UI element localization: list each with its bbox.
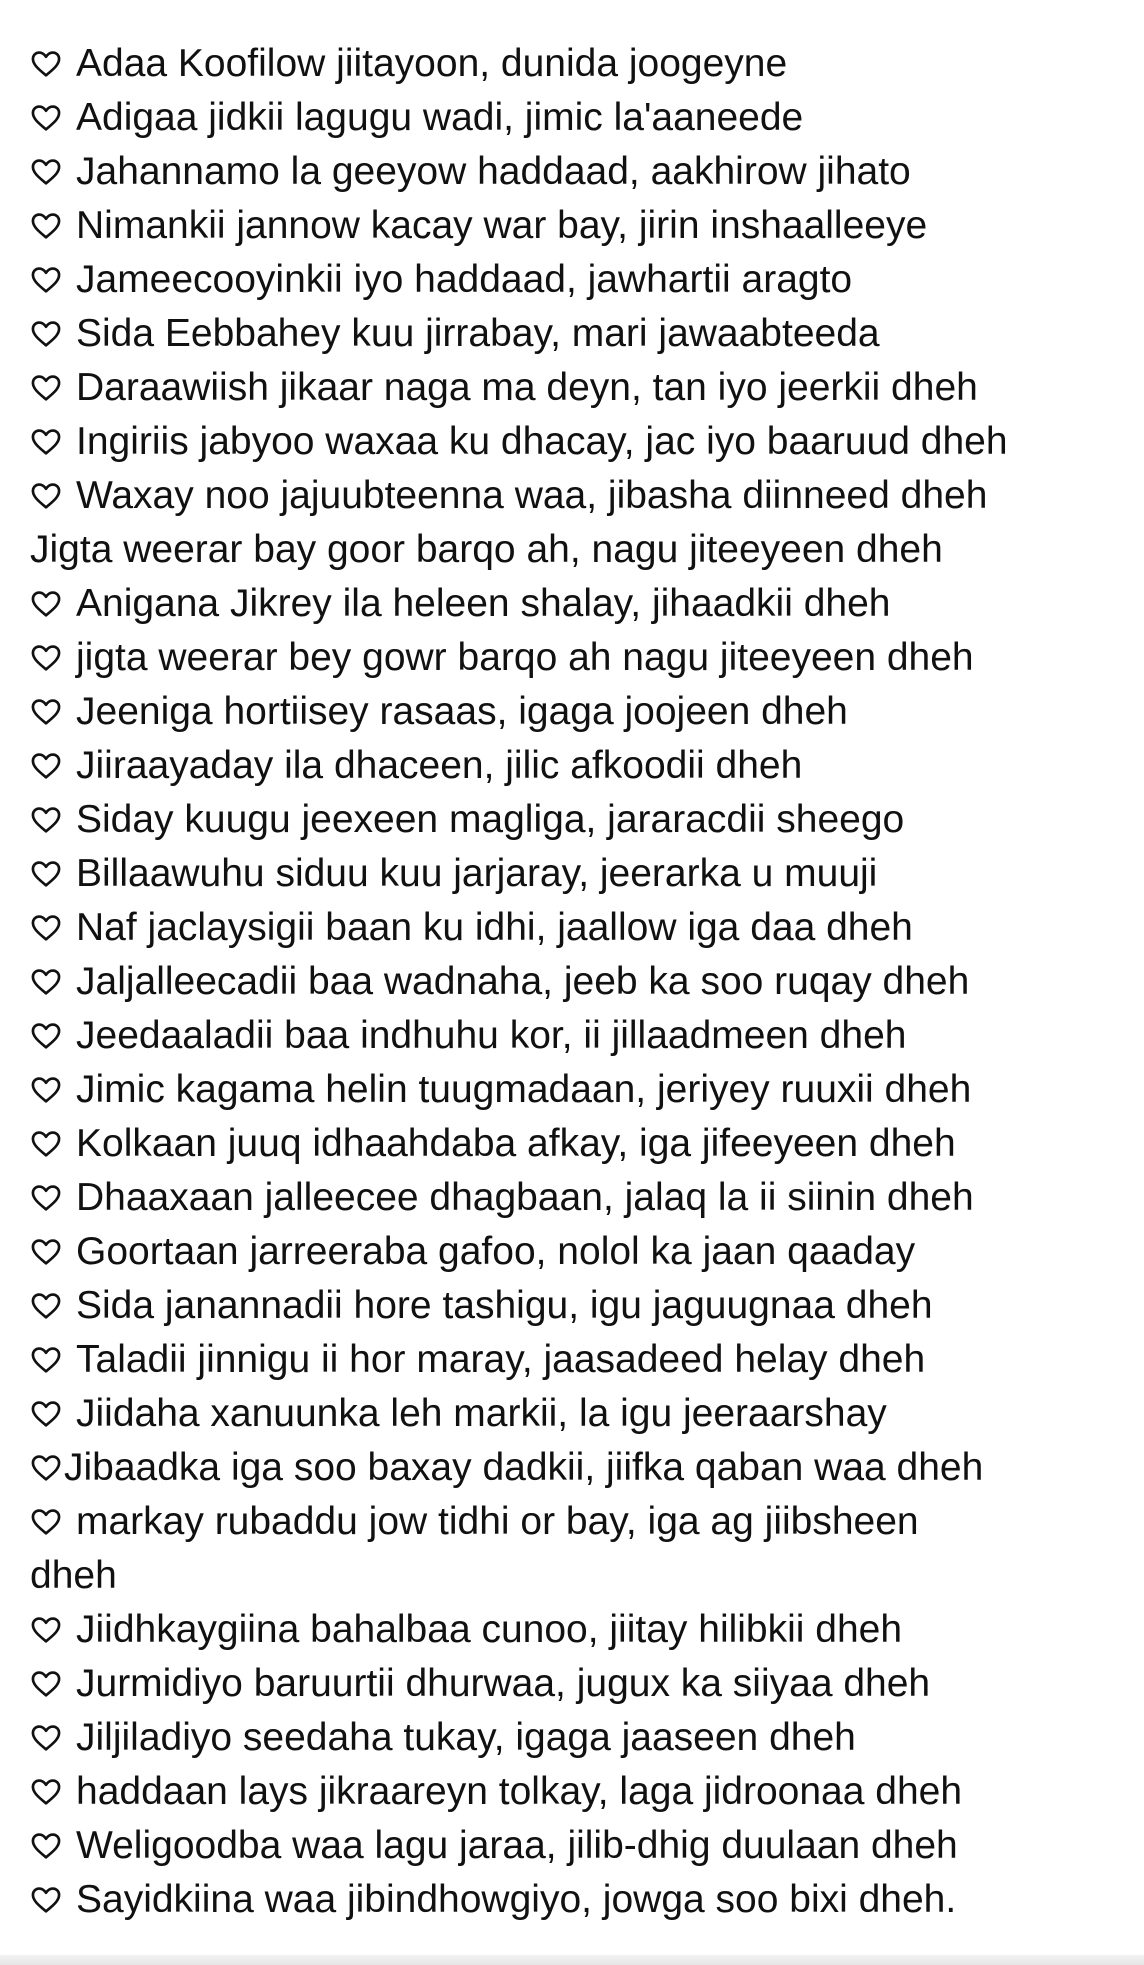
poem-line-text: Kolkaan juuq idhaahdaba afkay, iga jifeeyeen dheh [76, 1122, 956, 1165]
poem-line-text: Jiiraayaday ila dhaceen, jilic afkoodii dheh [76, 744, 803, 787]
heart-outline-icon [30, 588, 62, 620]
poem-line [30, 1333, 1130, 1387]
heart-outline-icon [30, 1290, 62, 1322]
poem-line-text: Jibaadka iga soo baxay dadkii, jiifka qaban waa dheh [64, 1446, 984, 1489]
poem-line [30, 91, 1130, 145]
poem-line-text: Goortaan jarreeraba gafoo, nolol ka jaan qaaday [76, 1230, 916, 1273]
poem-line [30, 793, 1130, 847]
heart-outline-icon [30, 210, 62, 242]
poem-line-text: Sida janannadii hore tashigu, igu jaguugnaa dheh [76, 1284, 933, 1327]
heart-outline-icon [30, 1236, 62, 1268]
poem-line [30, 1765, 1130, 1819]
poem-line [30, 469, 1130, 523]
poem-line-text: Naf jaclaysigii baan ku idhi, jaallow iga daa dheh [76, 906, 913, 949]
heart-outline-icon [30, 858, 62, 890]
heart-outline-icon [30, 264, 62, 296]
poem-line-text: dheh [30, 1554, 117, 1597]
heart-outline-icon [30, 642, 62, 674]
heart-outline-icon [30, 156, 62, 188]
poem-line-text: Waxay noo jajuubteenna waa, jibasha diinneed dheh [76, 474, 988, 517]
poem-line [30, 145, 1130, 199]
poem-line [30, 847, 1130, 901]
heart-outline-icon [30, 1776, 62, 1808]
poem-line [30, 307, 1130, 361]
heart-outline-icon [30, 1830, 62, 1862]
poem-line-text: Weligoodba waa lagu jaraa, jilib-dhig duulaan dheh [76, 1824, 958, 1867]
poem-line [30, 901, 1130, 955]
poem-line-text: Jurmidiyo baruurtii dhurwaa, jugux ka siiyaa dheh [76, 1662, 931, 1705]
poem-line [30, 523, 1130, 577]
heart-outline-icon [30, 1452, 62, 1484]
poem-line-text: Jiidhkaygiina bahalbaa cunoo, jiitay hilibkii dheh [76, 1608, 903, 1651]
poem-line-text: markay rubaddu jow tidhi or bay, iga ag jiibsheen [76, 1500, 919, 1543]
poem-line-text: Daraawiish jikaar naga ma deyn, tan iyo jeerkii dheh [76, 366, 978, 409]
poem-line [30, 739, 1130, 793]
poem-text [30, 37, 1130, 1927]
poem-line [30, 1063, 1130, 1117]
poem-line-text: Adigaa jidkii lagugu wadi, jimic la'aaneede [76, 96, 804, 139]
poem-line [30, 1225, 1130, 1279]
poem-line [30, 1549, 1130, 1603]
poem-line-text: Adaa Koofilow jiitayoon, dunida joogeyne [76, 42, 788, 85]
poem-line [30, 1819, 1130, 1873]
heart-outline-icon [30, 1074, 62, 1106]
poem-line-text: Jiljiladiyo seedaha tukay, igaga jaaseen dheh [76, 1716, 856, 1759]
heart-outline-icon [30, 1182, 62, 1214]
poem-line-text: jigta weerar bey gowr barqo ah nagu jiteeyeen dheh [76, 636, 974, 679]
poem-line [30, 1387, 1130, 1441]
heart-outline-icon [30, 1668, 62, 1700]
heart-outline-icon [30, 102, 62, 134]
poem-line [30, 1873, 1130, 1927]
poem-line-text: Nimankii jannow kacay war bay, jirin inshaalleeye [76, 204, 928, 247]
heart-outline-icon [30, 426, 62, 458]
poem-line [30, 1495, 1130, 1549]
heart-outline-icon [30, 1128, 62, 1160]
heart-outline-icon [30, 750, 62, 782]
heart-outline-icon [30, 1398, 62, 1430]
poem-line [30, 631, 1130, 685]
heart-outline-icon [30, 48, 62, 80]
poem-line [30, 577, 1130, 631]
poem-line [30, 199, 1130, 253]
poem-line [30, 1657, 1130, 1711]
heart-outline-icon [30, 1884, 62, 1916]
poem-line [30, 1279, 1130, 1333]
heart-outline-icon [30, 696, 62, 728]
heart-outline-icon [30, 912, 62, 944]
poem-line-text: Ingiriis jabyoo waxaa ku dhacay, jac iyo baaruud dheh [76, 420, 1008, 463]
heart-outline-icon [30, 1020, 62, 1052]
heart-outline-icon [30, 1614, 62, 1646]
poem-line [30, 1441, 1130, 1495]
heart-outline-icon [30, 966, 62, 998]
poem-line-text: Jiidaha xanuunka leh markii, la igu jeeraarshay [76, 1392, 887, 1435]
heart-outline-icon [30, 1344, 62, 1376]
poem-line-text: Siday kuugu jeexeen magliga, jararacdii sheego [76, 798, 905, 841]
heart-outline-icon [30, 804, 62, 836]
poem-line [30, 1171, 1130, 1225]
heart-outline-icon [30, 480, 62, 512]
poem-line [30, 1117, 1130, 1171]
poem-line [30, 1711, 1130, 1765]
poem-line [30, 1603, 1130, 1657]
poem-line-text: Jahannamo la geeyow haddaad, aakhirow jihato [76, 150, 911, 193]
poem-line [30, 37, 1130, 91]
poem-line-text: Jigta weerar bay goor barqo ah, nagu jiteeyeen dheh [30, 528, 943, 571]
poem-line-text: Jameecooyinkii iyo haddaad, jawhartii aragto [76, 258, 853, 301]
poem-line-text: Jimic kagama helin tuugmadaan, jeriyey ruuxii dheh [76, 1068, 972, 1111]
poem-line-text: Dhaaxaan jalleecee dhagbaan, jalaq la ii siinin dheh [76, 1176, 974, 1219]
poem-line-text: Jeeniga hortiisey rasaas, igaga joojeen dheh [76, 690, 848, 733]
poem-line [30, 253, 1130, 307]
poem-line-text: Billaawuhu siduu kuu jarjaray, jeerarka u muuji [76, 852, 878, 895]
poem-line [30, 685, 1130, 739]
heart-outline-icon [30, 1506, 62, 1538]
poem-line-text: Sayidkiina waa jibindhowgiyo, jowga soo bixi dheh. [76, 1878, 957, 1921]
poem-line [30, 415, 1130, 469]
poem-line-text: Jeedaaladii baa indhuhu kor, ii jillaadmeen dheh [76, 1014, 907, 1057]
poem-line [30, 361, 1130, 415]
heart-outline-icon [30, 372, 62, 404]
poem-line-text: Anigana Jikrey ila heleen shalay, jihaadkii dheh [76, 582, 891, 625]
poem-line-text: haddaan lays jikraareyn tolkay, laga jidroonaa dheh [76, 1770, 963, 1813]
heart-outline-icon [30, 318, 62, 350]
heart-outline-icon [30, 1722, 62, 1754]
poem-line-text: Jaljalleecadii baa wadnaha, jeeb ka soo ruqay dheh [76, 960, 970, 1003]
poem-line [30, 955, 1130, 1009]
poem-line [30, 1009, 1130, 1063]
bottom-edge [0, 1955, 1144, 1965]
poem-line-text: Sida Eebbahey kuu jirrabay, mari jawaabteeda [76, 312, 880, 355]
poem-line-text: Taladii jinnigu ii hor maray, jaasadeed helay dheh [76, 1338, 926, 1381]
